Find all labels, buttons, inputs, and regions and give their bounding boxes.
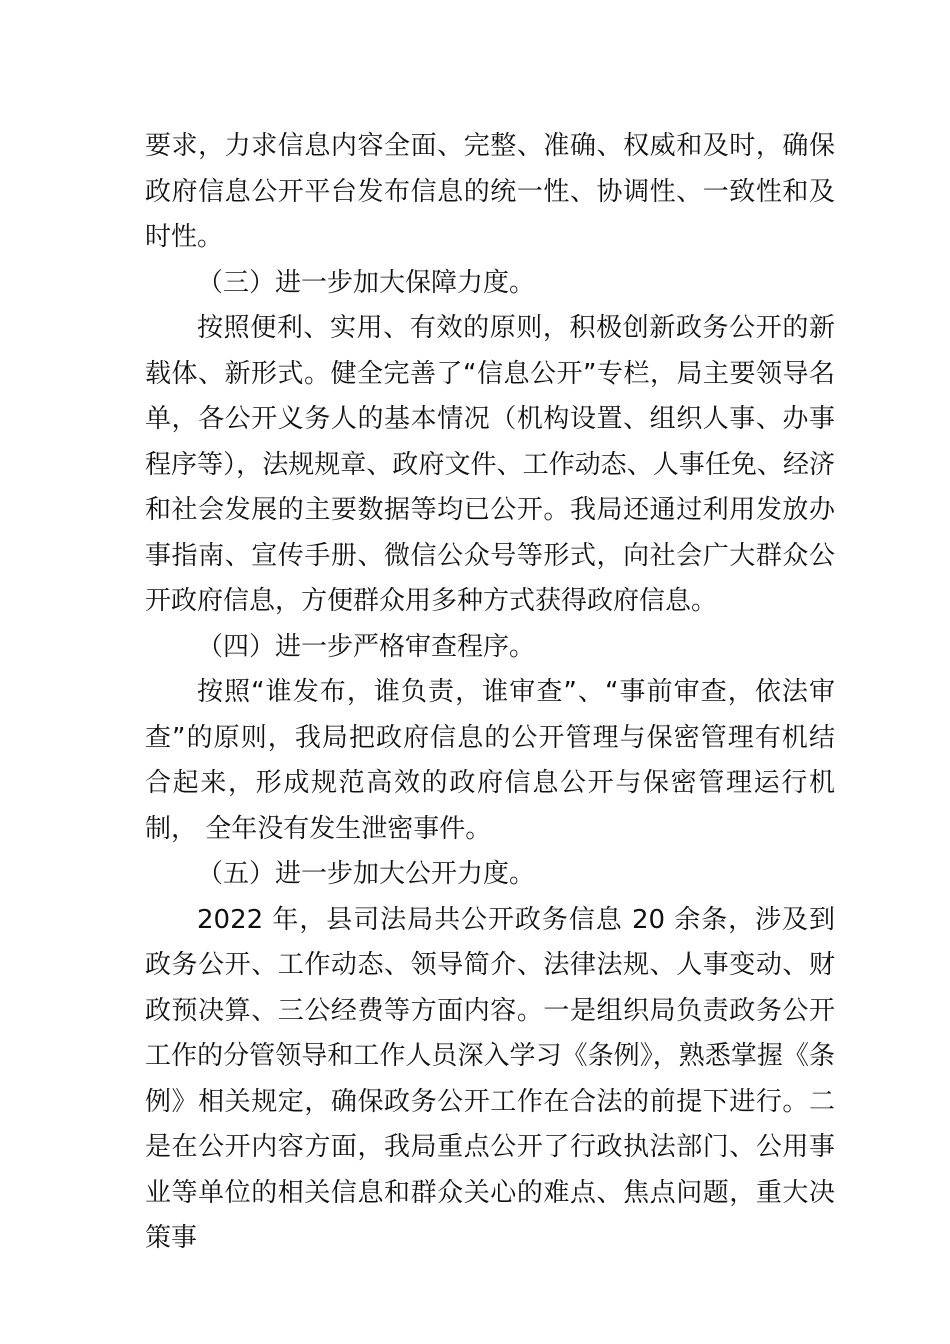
paragraph-section-5: 2022 年，县司法局共公开政务信息 20 余条，涉及到政务公开、工作动态、领导简介、法律法规、人事变动、财政预决算、三公经费等方面内容。一是组织局负责政务公开工作的分管领导和工作人员深入学习《条例》，熟悉掌握《条例》相关规定，确保政务公开工作在合法的前提下进行。二是在公开内容方面，我局重点公开了行政执法部门、公用事业等单位的相关信息和群众关心的难点、焦点问题，重大决策事 [145,904,835,1253]
document-body [145,124,835,1262]
paragraph-section-3: 按照便利、实用、有效的原则，积极创新政务公开的新载体、新形式。健全完善了“信息公开”专栏，局主要领导名单，各公开义务人的基本情况（机构设置、组织人事、办事程序等），法规规章、政府文件、工作动态、人事任免、经济和社会发展的主要数据等均已公开。我局还通过利用发放办事指南、宣传手册、微信公众号等形式，向社会广大群众公开政府信息，方便群众用多种方式获得政府信息。 [145,313,835,616]
paragraph-section-4: 按照“谁发布，谁负责，谁审查”、“事前审查，依法审查”的原则，我局把政府信息的公开管理与保密管理有机结 合起来，形成规范高效的政府信息公开与保密管理运行机制， 全年没有发生泄密事件。 [145,677,835,844]
paragraph-continuation: 要求，力求信息内容全面、完整、准确、权威和及时，确保政府信息公开平台发布信息的统一性、协调性、一致性和及时性。 [145,131,835,252]
heading-section-5: （五）进一步加大公开力度。 [197,859,536,889]
heading-section-3: （三）进一步加大保障力度。 [197,267,536,298]
heading-section-4: （四）进一步严格审查程序。 [197,631,536,662]
